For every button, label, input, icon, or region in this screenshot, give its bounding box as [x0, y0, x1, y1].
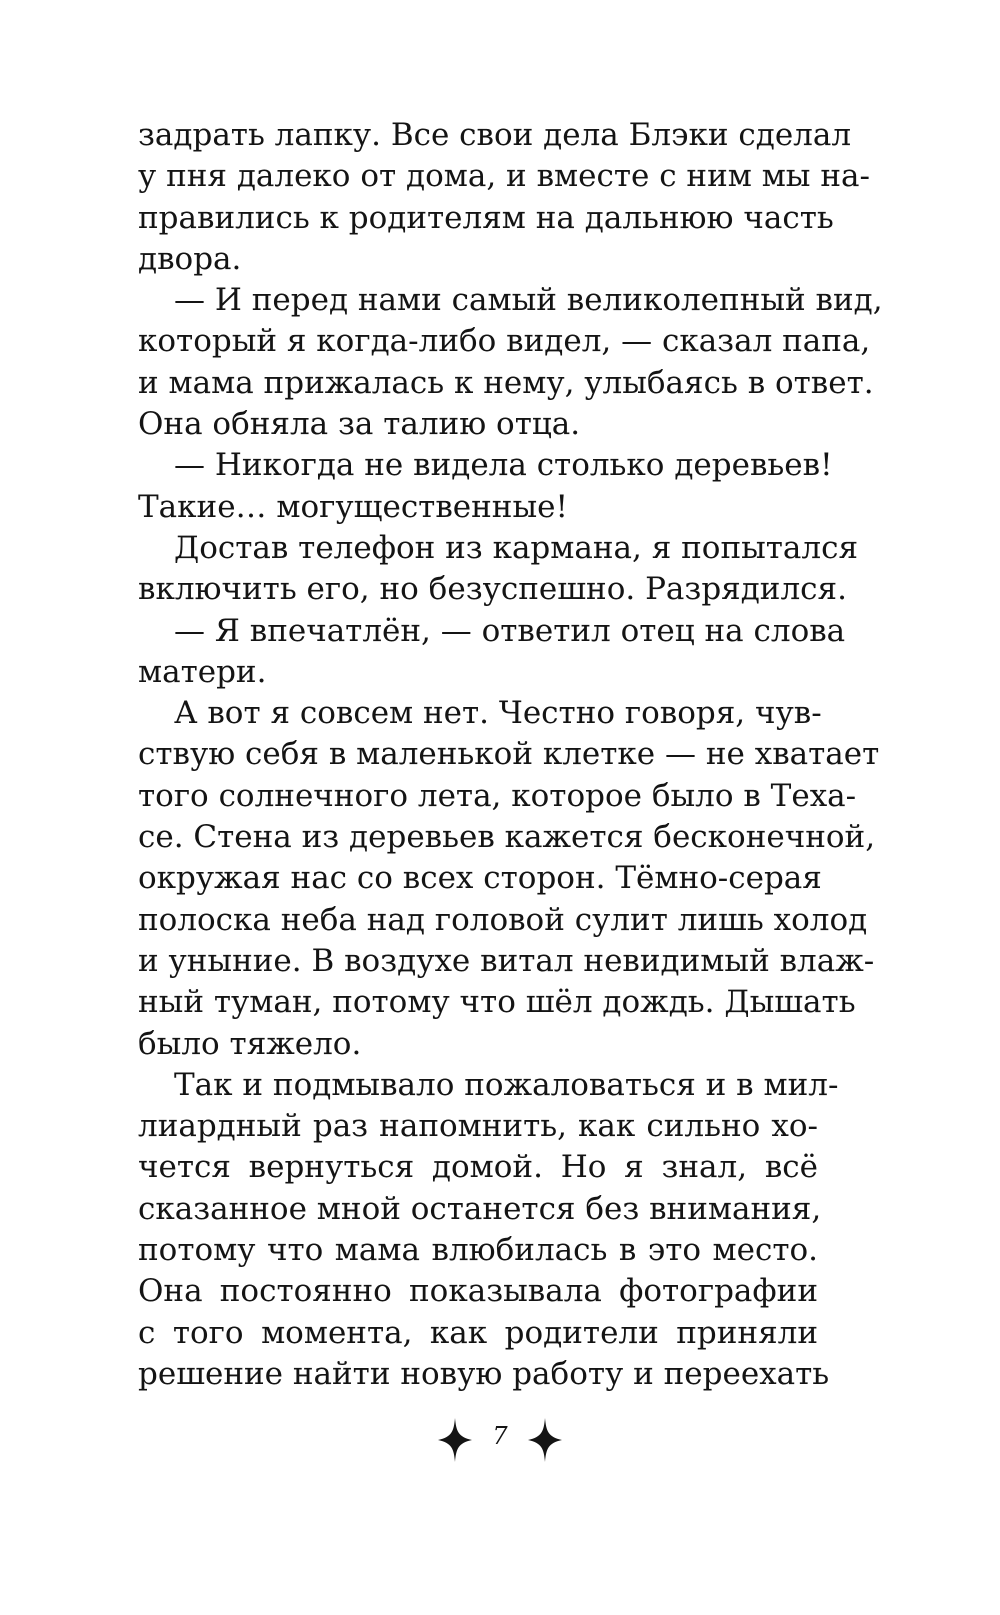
text-line: чется вернуться домой. Но я знал, всё: [138, 1149, 818, 1186]
text-line: — И перед нами самый великолепный вид,: [174, 282, 883, 319]
text-line: с того момента, как родители приняли: [138, 1314, 818, 1351]
text-line: правились к родителям на дальнюю часть: [138, 199, 834, 236]
text-line: сказанное мной останется без внимания,: [138, 1190, 822, 1227]
text-line: ствую себя в маленькой клетке — не хватает: [138, 736, 880, 773]
text-line: Так и подмывало пожаловаться и в мил-: [174, 1066, 839, 1103]
text-line: — Я впечатлён, — ответил отец на слова: [174, 612, 846, 649]
star-ornament-left-icon: [438, 1418, 472, 1462]
body-text: [138, 115, 883, 1395]
text-line: задрать лапку. Все свои дела Блэки сделал: [138, 117, 852, 153]
text-line: А вот я совсем нет. Честно говоря, чув-: [174, 695, 822, 732]
star-ornament-right-icon: [528, 1418, 562, 1462]
text-line: который я когда-либо видел, — сказал папа,: [138, 323, 871, 360]
text-line: матери.: [138, 653, 267, 690]
text-line: включить его, но безуспешно. Разрядился.: [138, 571, 847, 608]
text-line: решение найти новую работу и переехать: [138, 1355, 830, 1392]
text-line: се. Стена из деревьев кажется бесконечной,: [138, 819, 876, 856]
text-line: ный туман, потому что шёл дождь. Дышать: [138, 984, 856, 1021]
text-line: Достав телефон из кармана, я попытался: [174, 529, 859, 566]
text-line: двора.: [138, 240, 242, 277]
page-number: 7: [492, 1422, 508, 1450]
text-line: и уныние. В воздухе витал невидимый влаж-: [138, 942, 875, 979]
text-line: того солнечного лета, которое было в Теха-: [138, 777, 857, 814]
text-line: Она обняла за талию отца.: [138, 406, 581, 443]
text-line: Такие… могущественные!: [138, 488, 568, 525]
text-line: — Никогда не видела столько деревьев!: [174, 447, 833, 484]
text-line: окружая нас со всех сторон. Тёмно-серая: [138, 860, 822, 897]
text-line: полоска неба над головой сулит лишь холод: [138, 901, 868, 938]
text-line: у пня далеко от дома, и вместе с ним мы на-: [138, 158, 870, 195]
text-line: Она постоянно показывала фотографии: [138, 1273, 818, 1310]
text-line: лиардный раз напомнить, как сильно хо-: [138, 1108, 818, 1145]
text-line: было тяжело.: [138, 1025, 362, 1062]
page-footer: [0, 1418, 1000, 1478]
text-line: потому что мама влюбилась в это место.: [138, 1232, 818, 1269]
text-line: и мама прижалась к нему, улыбаясь в ответ.: [138, 364, 874, 401]
